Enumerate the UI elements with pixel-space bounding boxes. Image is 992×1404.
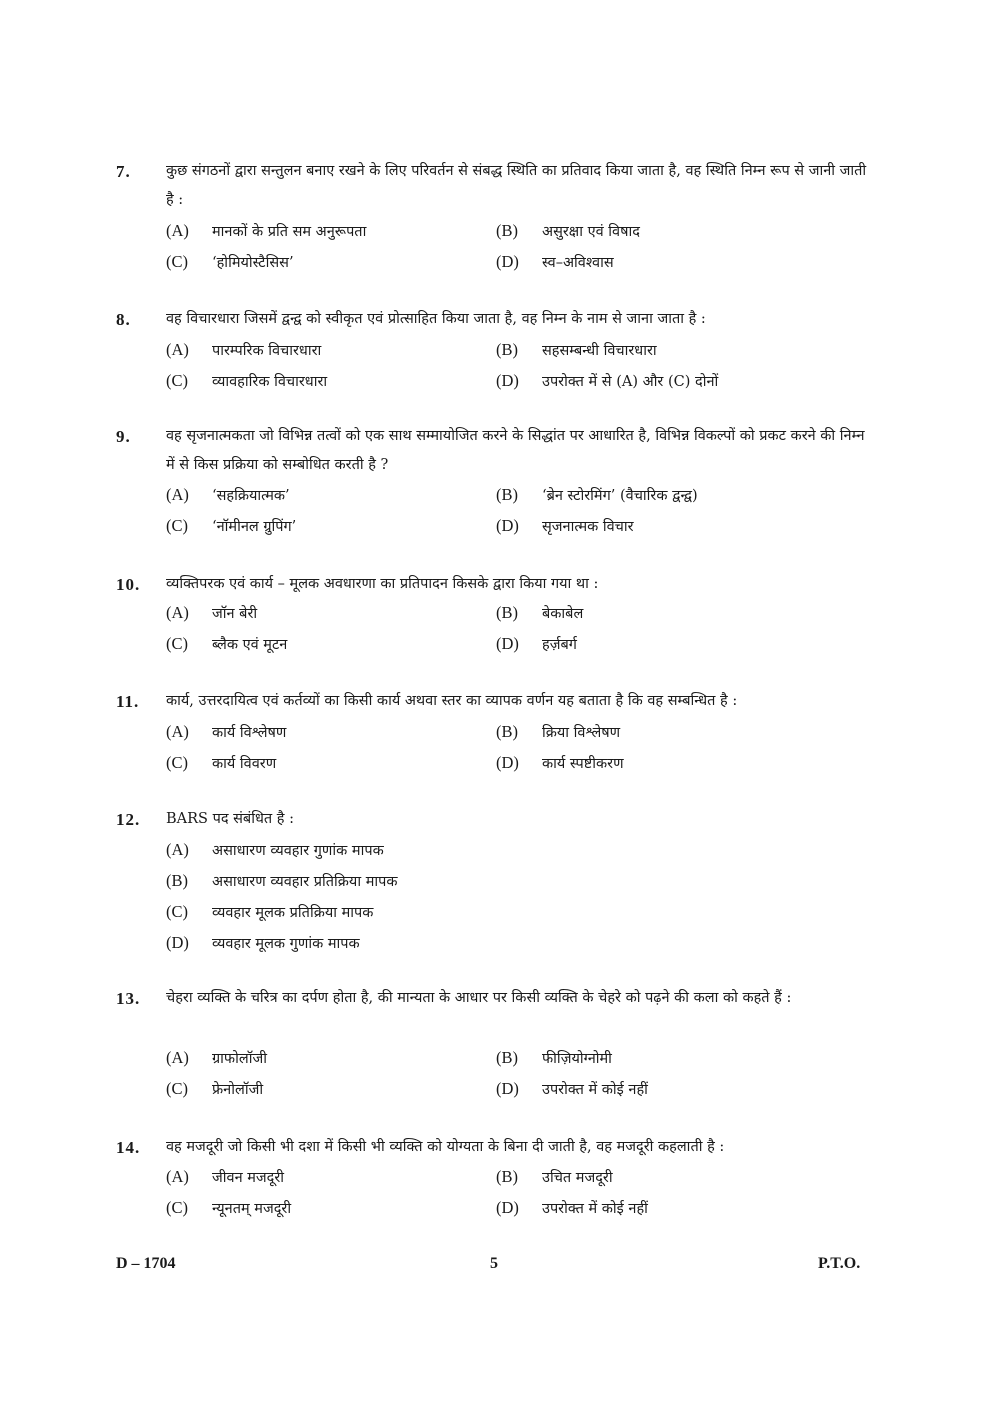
option-b: (B) असुरक्षा एवं विषाद	[496, 221, 640, 240]
question-text: चेहरा व्यक्ति के चरित्र का दर्पण होता है, की मान्यता के आधार पर किसी व्यक्ति के चेहरे को पढ़ने की कला को कहते हैं :	[166, 990, 792, 1006]
question-number: 14.	[116, 1138, 141, 1157]
option-d: (D) उपरोक्त में से (A) और (C) दोनों	[496, 371, 719, 390]
question-text: वह विचारधारा जिसमें द्वन्द्व को स्वीकृत एवं प्रोत्साहित किया जाता है, वह निम्न के नाम से जाना जाता है :	[166, 311, 706, 327]
question-text: वह सृजनात्मकता जो विभिन्न तत्वों को एक साथ सम्मायोजित करने के सिद्धांत पर आधारित है, विभिन्न विकल्पों को प्रकट करने की निम्न में से किस प्रक्रिया को सम्बोधित करती है ?	[166, 428, 865, 473]
question-text: कुछ संगठनों द्वारा सन्तुलन बनाए रखने के लिए परिवर्तन से संबद्ध स्थिति का प्रतिवाद किया जाता है, वह स्थिति निम्न रूप से जानी जाती है :	[166, 163, 867, 208]
option-d: (D) स्व–अविश्वास	[496, 252, 614, 271]
option-d: (D) सृजनात्मक विचार	[496, 516, 634, 535]
option-c: (C) न्यूनतम् मजदूरी	[166, 1198, 292, 1217]
question-text: व्यक्तिपरक एवं कार्य – मूलक अवधारणा का प्रतिपादन किसके द्वारा किया गया था :	[166, 576, 599, 592]
option-b: (B) असाधारण व्यवहार प्रतिक्रिया मापक	[166, 871, 398, 890]
question-number: 10.	[116, 575, 141, 594]
footer-page-number: 5	[490, 1255, 498, 1272]
option-a: (A) जॉन बेरी	[166, 603, 258, 622]
option-c: (C) व्यवहार मूलक प्रतिक्रिया मापक	[166, 902, 374, 921]
option-b: (B) फीज़ियोग्नोमी	[496, 1048, 612, 1067]
footer-pto: P.T.O.	[818, 1255, 861, 1272]
question-text: कार्य, उत्तरदायित्व एवं कर्तव्यों का किसी कार्य अथवा स्तर का व्यापक वर्णन यह बताता है कि वह सम्बन्धित है :	[166, 693, 738, 709]
option-b: (B) बेकाबेल	[496, 603, 584, 622]
footer-paper-code: D – 1704	[116, 1255, 176, 1272]
option-b: (B) सहसम्बन्धी विचारधारा	[496, 340, 657, 359]
question-text: BARS पद संबंधित है :	[166, 811, 294, 827]
question-number: 8.	[116, 310, 131, 329]
option-d: (D) उपरोक्त में कोई नहीं	[496, 1079, 648, 1098]
option-a: (A) ‘सहक्रियात्मक’	[166, 485, 290, 504]
option-c: (C) व्यावहारिक विचारधारा	[166, 371, 328, 390]
option-c: (C) कार्य विवरण	[166, 753, 277, 772]
option-c: (C) ब्लैक एवं मूटन	[166, 634, 288, 653]
option-a: (A) पारम्परिक विचारधारा	[166, 340, 322, 359]
question-number: 12.	[116, 810, 141, 829]
option-d: (D) कार्य स्पष्टीकरण	[496, 753, 624, 772]
option-a: (A) ग्राफोलॉजी	[166, 1048, 267, 1067]
question-number: 9.	[116, 427, 131, 446]
option-d: (D) उपरोक्त में कोई नहीं	[496, 1198, 648, 1217]
option-a: (A) असाधारण व्यवहार गुणांक मापक	[166, 840, 384, 859]
question-number: 11.	[116, 692, 140, 711]
question-number: 13.	[116, 989, 141, 1008]
question-number: 7.	[116, 162, 131, 181]
option-c: (C) ‘होमियोस्टैसिस’	[166, 252, 294, 271]
option-a: (A) कार्य विश्लेषण	[166, 722, 287, 741]
option-d: (D) हर्ज़बर्ग	[496, 634, 577, 653]
option-d: (D) व्यवहार मूलक गुणांक मापक	[166, 933, 360, 952]
option-b: (B) उचित मजदूरी	[496, 1167, 613, 1186]
question-text: वह मजदूरी जो किसी भी दशा में किसी भी व्यक्ति को योग्यता के बिना दी जाती है, वह मजदूरी कहलाती है :	[166, 1139, 725, 1155]
option-a: (A) मानकों के प्रति सम अनुरूपता	[166, 221, 367, 240]
option-c: (C) ‘नॉमीनल ग्रुपिंग’	[166, 516, 297, 535]
option-b: (B) क्रिया विश्लेषण	[496, 722, 621, 741]
option-b: (B) ‘ब्रेन स्टोरमिंग’ (वैचारिक द्वन्द्व)	[496, 485, 698, 504]
option-c: (C) फ्रेनोलॉजी	[166, 1079, 264, 1098]
option-a: (A) जीवन मजदूरी	[166, 1167, 285, 1186]
